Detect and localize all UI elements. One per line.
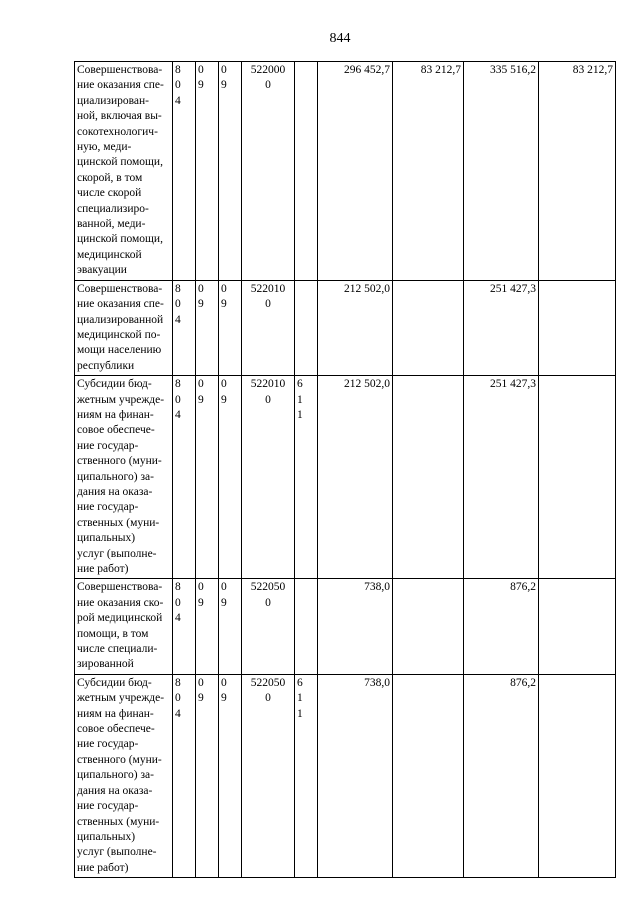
row-name-cell: Совершенствова- ние оказания спе- циализированной медицинской по- мощи населению республики <box>75 280 173 375</box>
amount-cell-1: 738,0 <box>318 674 393 877</box>
ministry-code-cell: 8 0 4 <box>173 376 196 579</box>
section-code-cell: 0 9 <box>196 674 219 877</box>
subsection-code-cell: 0 9 <box>219 62 242 281</box>
amount-cell-4 <box>539 376 616 579</box>
amount-cell-1: 212 502,0 <box>318 376 393 579</box>
amount-cell-2 <box>393 280 464 375</box>
target-code-cell: 522000 0 <box>242 62 295 281</box>
amount-cell-2 <box>393 579 464 674</box>
subsection-code-cell: 0 9 <box>219 674 242 877</box>
row-name-cell: Совершенствова- ние оказания спе- циализирован- ной, включая вы- сокотехнологич- ную, меди- цинской помощи, скорой, в том числе скорой специализиро- ванной, меди- цинской помощи, медицинской эвакуации <box>75 62 173 281</box>
row-name-cell: Субсидии бюд- жетным учрежде- ниям на финан- совое обеспече- ние государ- ственного (муни- ципального) за- дания на оказа- ние государ- ственных (муни- ципальных) услуг (выполне- ние работ) <box>75 376 173 579</box>
amount-cell-4 <box>539 579 616 674</box>
amount-cell-4: 83 212,7 <box>539 62 616 281</box>
ministry-code-cell: 8 0 4 <box>173 62 196 281</box>
section-code-cell: 0 9 <box>196 62 219 281</box>
amount-cell-2 <box>393 376 464 579</box>
table-row <box>75 62 616 281</box>
amount-cell-3: 251 427,3 <box>464 376 539 579</box>
table-row <box>75 376 616 579</box>
amount-cell-1: 296 452,7 <box>318 62 393 281</box>
expense-type-cell: 6 1 1 <box>295 674 318 877</box>
expense-type-cell <box>295 280 318 375</box>
amount-cell-2: 83 212,7 <box>393 62 464 281</box>
subsection-code-cell: 0 9 <box>219 376 242 579</box>
amount-cell-3: 876,2 <box>464 674 539 877</box>
expense-type-cell: 6 1 1 <box>295 376 318 579</box>
table-row <box>75 280 616 375</box>
amount-cell-4 <box>539 674 616 877</box>
ministry-code-cell: 8 0 4 <box>173 579 196 674</box>
target-code-cell: 522050 0 <box>242 674 295 877</box>
section-code-cell: 0 9 <box>196 579 219 674</box>
expense-type-cell <box>295 62 318 281</box>
amount-cell-1: 212 502,0 <box>318 280 393 375</box>
row-name-cell: Совершенствова- ние оказания ско- рой медицинской помощи, в том числе специали- зированной <box>75 579 173 674</box>
section-code-cell: 0 9 <box>196 280 219 375</box>
target-code-cell: 522010 0 <box>242 376 295 579</box>
expense-type-cell <box>295 579 318 674</box>
amount-cell-1: 738,0 <box>318 579 393 674</box>
amount-cell-2 <box>393 674 464 877</box>
table-row <box>75 674 616 877</box>
section-code-cell: 0 9 <box>196 376 219 579</box>
table-row <box>75 579 616 674</box>
budget-table <box>74 61 616 878</box>
ministry-code-cell: 8 0 4 <box>173 280 196 375</box>
amount-cell-3: 876,2 <box>464 579 539 674</box>
row-name-cell: Субсидии бюд- жетным учрежде- ниям на финан- совое обеспече- ние государ- ственного (муни- ципального) за- дания на оказа- ние государ- ственных (муни- ципальных) услуг (выполне- ние работ) <box>75 674 173 877</box>
amount-cell-4 <box>539 280 616 375</box>
target-code-cell: 522010 0 <box>242 280 295 375</box>
subsection-code-cell: 0 9 <box>219 280 242 375</box>
amount-cell-3: 335 516,2 <box>464 62 539 281</box>
subsection-code-cell: 0 9 <box>219 579 242 674</box>
target-code-cell: 522050 0 <box>242 579 295 674</box>
page-number: 844 <box>329 31 351 46</box>
amount-cell-3: 251 427,3 <box>464 280 539 375</box>
ministry-code-cell: 8 0 4 <box>173 674 196 877</box>
